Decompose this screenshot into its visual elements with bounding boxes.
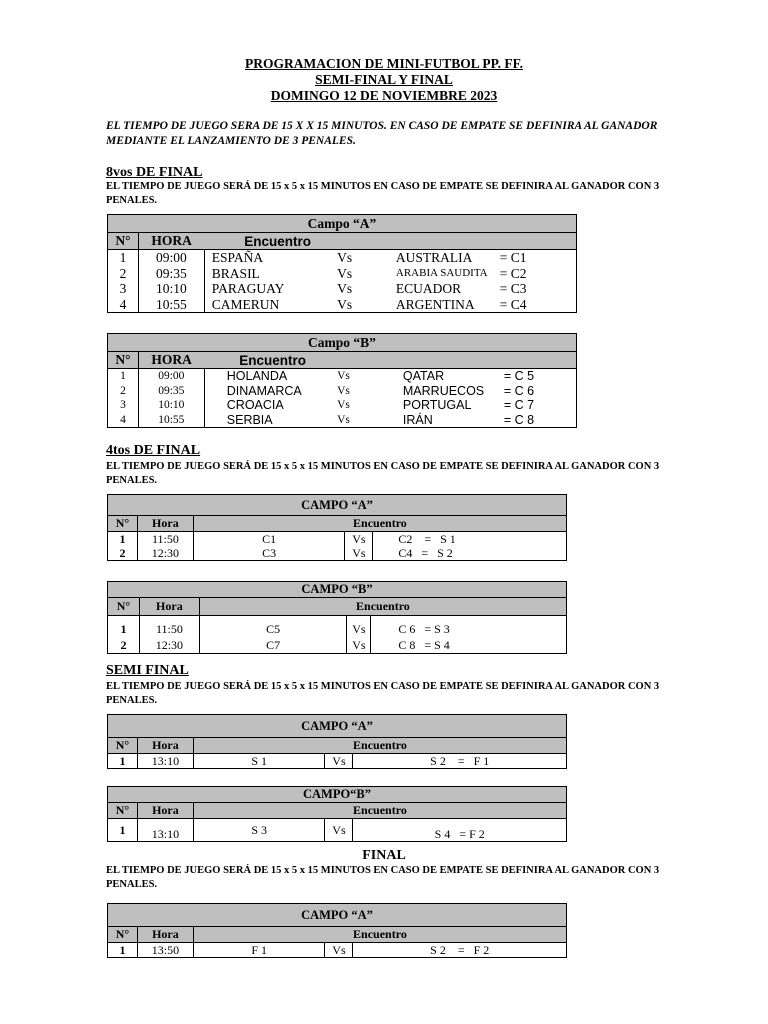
vs-label: Vs — [337, 296, 353, 312]
team-home: ESPAÑA — [204, 250, 329, 266]
section-title-semi: SEMI FINAL — [106, 663, 189, 678]
match-result: = C 6 — [503, 383, 535, 398]
match-time: 09:35 — [138, 384, 204, 399]
col-header-encuentro: Encuentro — [204, 352, 576, 369]
team-home: C3 — [193, 546, 345, 561]
match-time: 11:50 — [137, 532, 193, 547]
match-num: 2 — [108, 266, 139, 282]
section-note-cuartos: EL TIEMPO DE JUEGO SERÁ DE 15 x 5 x 15 MINUTOS EN CASO DE EMPATE SE DEFINIRA AL GANADOR CON 3 PENALES. — [106, 461, 660, 486]
col-header-encuentro: Encuentro — [204, 233, 576, 250]
table-title: CAMPO “A” — [108, 715, 567, 738]
vs-label: Vs — [337, 281, 353, 297]
vs-label: Vs — [347, 636, 371, 654]
match-result: = C3 — [499, 281, 527, 297]
vs-label: Vs — [329, 250, 390, 266]
team-away: S 4 = F 2 — [353, 819, 567, 842]
match-result: = C 7 — [503, 398, 535, 413]
col-header-hora: HORA — [138, 352, 204, 369]
vs-label: Vs — [337, 413, 350, 426]
section-title-octavos: 8vos DE FINAL — [106, 165, 203, 180]
col-header-hora: Hora — [137, 738, 193, 754]
team-away: IRÁN — [402, 412, 433, 427]
team-away: AUSTRALIA — [390, 250, 498, 266]
match-time: 09:00 — [138, 369, 204, 384]
table-semi-campo-b — [107, 786, 567, 842]
col-header-num: N° — [108, 233, 139, 250]
match-num: 1 — [108, 532, 138, 547]
match-num: 1 — [108, 819, 138, 842]
section-title-final: FINAL — [362, 848, 406, 863]
match-num: 4 — [108, 413, 139, 428]
vs-label: Vs — [337, 399, 350, 412]
team-home: C7 — [199, 636, 347, 654]
team-away: MARRUECOS — [402, 383, 485, 398]
team-away: ARABIA SAUDITA — [395, 266, 488, 279]
match-num: 2 — [108, 546, 138, 561]
match-num: 2 — [108, 636, 140, 654]
col-header-hora: Hora — [139, 598, 199, 616]
team-away: C 8 = S 4 — [398, 637, 450, 652]
team-home: C5 — [199, 616, 347, 637]
table-octavos-campo-b — [107, 333, 577, 428]
match-time: 13:10 — [137, 754, 193, 769]
table-title: CAMPO“B” — [108, 787, 567, 803]
section-note-semi: EL TIEMPO DE JUEGO SERÁ DE 15 x 5 x 15 MINUTOS EN CASO DE EMPATE SE DEFINIRA AL GANADOR CON 3 PENALES. — [106, 681, 660, 706]
col-header-encuentro: Encuentro — [199, 598, 566, 616]
table-final-campo-a — [107, 903, 567, 958]
match-time: 13:50 — [137, 943, 193, 958]
match-num: 1 — [108, 616, 140, 637]
vs-label: Vs — [347, 616, 371, 637]
match-num: 3 — [108, 281, 139, 297]
col-header-num: N° — [108, 352, 139, 369]
col-header-num: N° — [108, 803, 138, 819]
match-num: 1 — [108, 943, 138, 958]
table-title: CAMPO “A” — [108, 495, 567, 516]
match-result: = C2 — [499, 265, 527, 281]
match-time: 12:30 — [137, 546, 193, 561]
team-away: S 2 = F 1 — [353, 754, 567, 769]
vs-label: Vs — [345, 532, 373, 547]
match-result: = C1 — [498, 250, 577, 266]
vs-label: Vs — [325, 754, 353, 769]
team-home: CAMERUN — [211, 296, 280, 312]
match-time: 09:35 — [138, 266, 204, 282]
team-home: F 1 — [193, 943, 325, 958]
section-note-octavos: EL TIEMPO DE JUEGO SERÁ DE 15 x 5 x 15 MINUTOS EN CASO DE EMPATE SE DEFINIRA AL GANADOR CON 3 PENALES. — [106, 181, 660, 206]
team-home: S 1 — [193, 754, 325, 769]
match-time: 13:10 — [137, 819, 193, 842]
table-title: CAMPO “B” — [108, 582, 567, 598]
team-away: S 2 = F 2 — [353, 943, 567, 958]
col-header-encuentro: Encuentro — [193, 516, 566, 532]
col-header-encuentro: Encuentro — [193, 738, 566, 754]
doc-subtitle: SEMI-FINAL Y FINAL — [315, 72, 453, 87]
vs-label: Vs — [325, 819, 353, 842]
team-home: PARAGUAY — [211, 281, 285, 297]
col-header-num: N° — [108, 738, 138, 754]
match-num: 4 — [108, 297, 139, 313]
team-away: ECUADOR — [395, 281, 462, 297]
vs-label: Vs — [337, 265, 353, 281]
table-title: Campo “B” — [108, 334, 577, 352]
match-time: 10:10 — [138, 281, 204, 297]
match-time: 10:55 — [138, 413, 204, 428]
match-time: 12:30 — [139, 636, 199, 654]
table-title: Campo “A” — [108, 215, 577, 233]
match-result: = C 5 — [498, 369, 577, 384]
col-header-hora: Hora — [137, 927, 193, 943]
team-away: C 6 = S 3 — [371, 616, 567, 637]
vs-label: Vs — [337, 384, 350, 397]
team-away: C2 = S 1 — [373, 532, 567, 547]
team-home: SERBIA — [226, 412, 273, 427]
match-time: 11:50 — [139, 616, 199, 637]
team-home: CROACIA — [226, 398, 284, 413]
match-num: 1 — [108, 754, 138, 769]
table-title: CAMPO “A” — [108, 904, 567, 927]
col-header-hora: Hora — [137, 803, 193, 819]
col-header-encuentro: Encuentro — [193, 927, 566, 943]
match-result: = C4 — [499, 296, 527, 312]
team-home: S 3 — [193, 819, 325, 842]
section-title-cuartos: 4tos DE FINAL — [106, 443, 201, 458]
team-away: QATAR — [390, 369, 498, 384]
col-header-hora: HORA — [138, 233, 204, 250]
team-away: PORTUGAL — [402, 398, 472, 413]
table-cuartos-campo-b — [107, 581, 567, 654]
col-header-hora: Hora — [137, 516, 193, 532]
table-semi-campo-a — [107, 714, 567, 769]
col-header-encuentro: Encuentro — [193, 803, 566, 819]
table-cuartos-campo-a — [107, 494, 567, 561]
col-header-num: N° — [108, 516, 138, 532]
team-home: HOLANDA — [204, 369, 329, 384]
team-away: C4 = S 2 — [398, 546, 453, 560]
match-num: 1 — [108, 369, 139, 384]
doc-title: PROGRAMACION DE MINI-FUTBOL PP. FF. — [244, 56, 523, 71]
team-home: DINAMARCA — [226, 383, 302, 398]
match-time: 09:00 — [138, 250, 204, 266]
match-num: 2 — [108, 384, 139, 399]
col-header-num: N° — [108, 598, 140, 616]
vs-label: Vs — [325, 943, 353, 958]
team-home: C1 — [193, 532, 345, 547]
team-home: BRASIL — [211, 265, 260, 281]
match-num: 3 — [108, 398, 139, 413]
col-header-num: N° — [108, 927, 138, 943]
doc-date: DOMINGO 12 DE NOVIEMBRE 2023 — [270, 88, 498, 103]
vs-label: Vs — [329, 369, 390, 384]
intro-text: EL TIEMPO DE JUEGO SERA DE 15 X X 15 MINUTOS. EN CASO DE EMPATE SE DEFINIRA AL GANADOR MEDIANTE EL LANZAMIENTO DE 3 PENALES. — [106, 120, 658, 147]
table-octavos-campo-a — [107, 214, 577, 313]
vs-label: Vs — [345, 546, 373, 561]
match-result: = C 8 — [503, 412, 535, 427]
match-time: 10:55 — [138, 297, 204, 313]
section-note-final: EL TIEMPO DE JUEGO SERÁ DE 15 x 5 x 15 MINUTOS EN CASO DE EMPATE SE DEFINIRA AL GANADOR CON 3 PENALES. — [106, 865, 660, 890]
team-away: ARGENTINA — [395, 296, 475, 312]
match-num: 1 — [108, 250, 139, 266]
match-time: 10:10 — [138, 398, 204, 413]
